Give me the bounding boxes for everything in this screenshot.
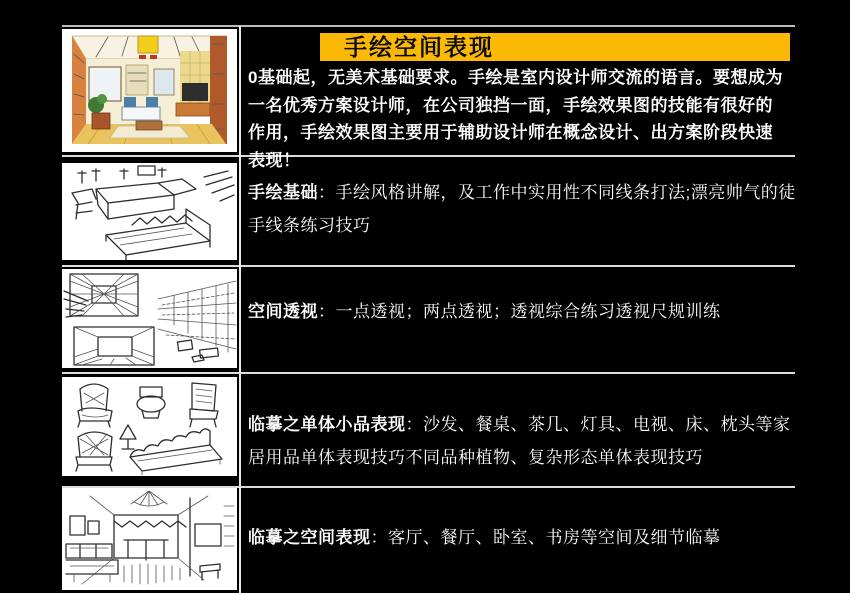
course-item-basics [248,176,800,242]
course-item-perspective [248,295,800,328]
thumbnail-furniture-line-sketches [62,163,237,260]
furniture-line-sketch-graphic [62,163,237,260]
thumbnail-room-space-sketch [62,488,237,590]
single-furniture-sketch-graphic [62,377,237,476]
perspective-sketch-graphic [62,269,237,368]
course-item-heading: 手绘基础 [248,183,318,202]
course-item-single-objects [248,408,800,474]
divider-top [62,25,795,27]
divider-row2-row3 [62,265,795,267]
room-space-sketch-graphic [62,488,237,590]
vertical-divider [239,26,241,593]
course-item-body: ：手绘风格讲解，及工作中实用性不同线条打法;漂亮帅气的徒手线条练习技巧 [248,183,796,235]
course-item-body: ：一点透视；两点透视；透视综合练习透视尺规训练 [318,302,721,321]
intro-paragraph: 0基础起，无美术基础要求。手绘是室内设计师交流的语言。要想成为一名优秀方案设计师，在公司独挡一面，手绘效果图的技能有很好的作用，手绘效果图主要用于辅助设计师在概念设计、出方案阶段快速表现！ [248,68,783,170]
color-interior-sketch-graphic [62,29,237,152]
divider-row3-row4 [62,372,795,374]
thumbnail-perspective-sketches [62,269,237,368]
thumbnail-color-interior-rendering [62,29,237,152]
course-item-space-copy [248,521,800,554]
course-item-body: ：沙发、餐桌、茶几、灯具、电视、床、枕头等家居用品单体表现技巧不同品种植物、复杂形态单体表现技巧 [248,415,791,467]
course-item-body: ：客厅、餐厅、卧室、书房等空间及细节临摹 [370,528,721,547]
course-item-heading: 临摹之单体小品表现 [248,415,406,434]
course-item-heading: 空间透视 [248,302,318,321]
thumbnail-single-furniture-sketches [62,377,237,476]
course-item-heading: 临摹之空间表现 [248,528,371,547]
section-title-banner: 手绘空间表现 [320,33,790,61]
